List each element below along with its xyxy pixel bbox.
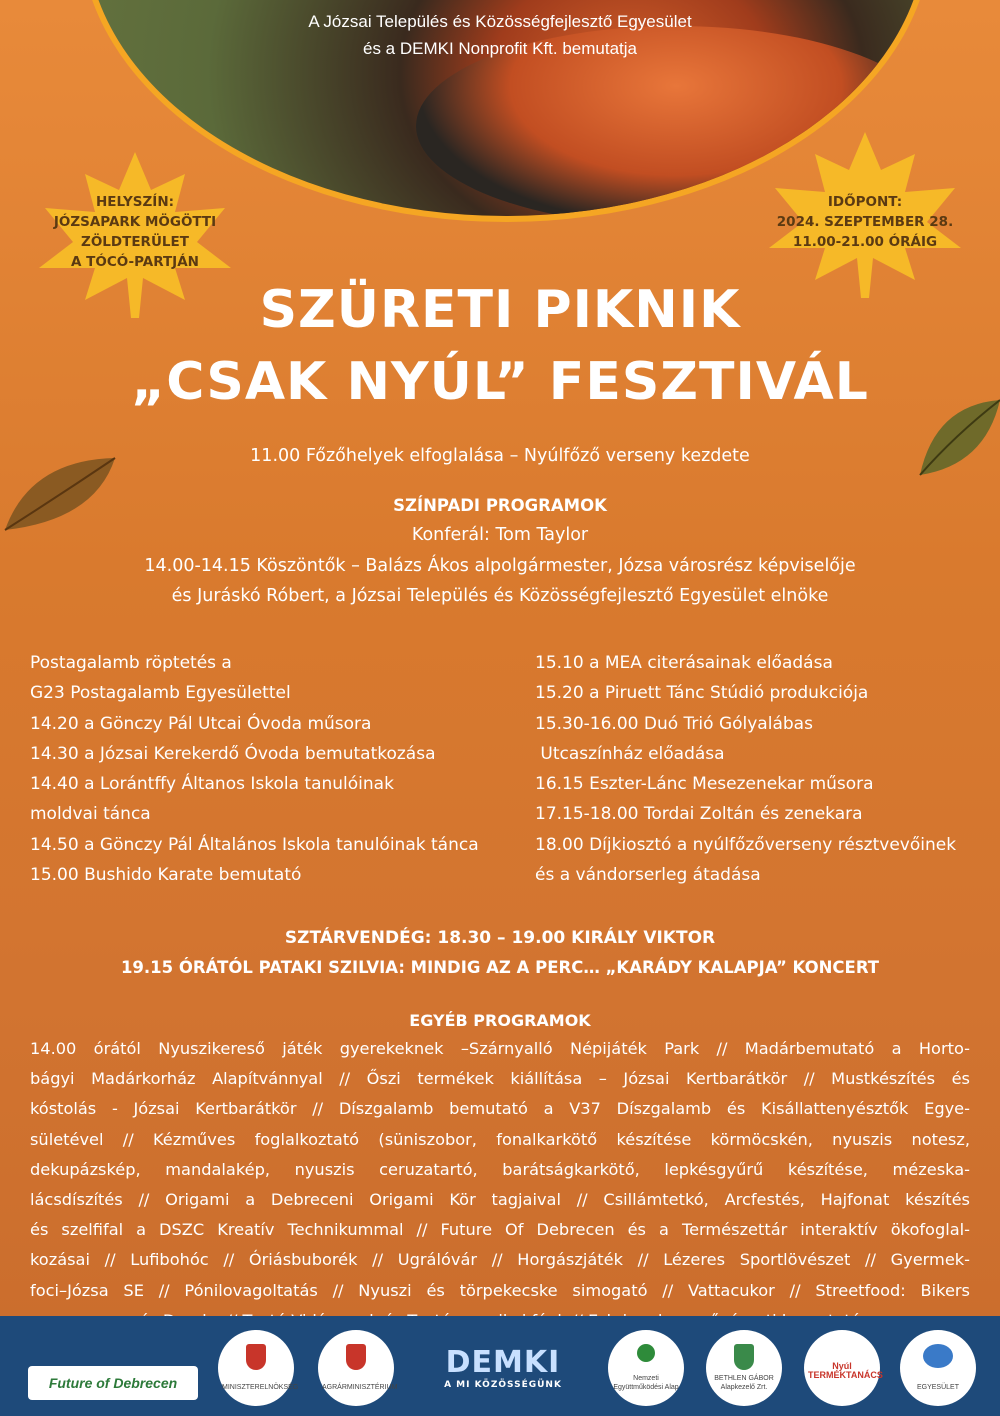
list-item: 14.20 a Gönczy Pál Utcai Óvoda műsora	[30, 713, 372, 734]
list-item: 17.15-18.00 Tordai Zoltán és zenekara	[535, 804, 863, 825]
host-line: Konferál: Tom Taylor	[411, 525, 589, 545]
nyul-termektanacs-logo: Nyúl TERMÉKTANÁCS	[804, 1330, 880, 1406]
list-item: 14.50 a Gönczy Pál Általános Iskola tanulóinak tánca	[30, 834, 479, 855]
list-item: és a vándorserleg átadása	[535, 865, 761, 886]
stage-heading: SZÍNPADI PROGRAMOK	[393, 496, 607, 515]
star-guest-line: SZTÁRVENDÉG: 18.30 – 19.00 KIRÁLY VIKTOR	[284, 928, 716, 948]
hands-icon	[923, 1344, 953, 1368]
list-item: G23 Postagalamb Egyesülettel	[30, 683, 291, 704]
list-item: 15.00 Bushido Karate bemutató	[30, 865, 302, 886]
egyesulet-logo: EGYESÜLET	[900, 1330, 976, 1406]
other-heading: EGYÉB PROGRAMOK	[409, 1011, 591, 1030]
location-leaf: HELYSZÍN: JÓZSAPARK MÖGÖTTI ZÖLDTERÜLET A TÓCÓ-PARTJÁN	[35, 150, 235, 320]
list-item: 14.40 a Lorántffy Áltanos Iskola tanulóinak	[30, 774, 394, 795]
concert-line: 19.15 ÓRÁTÓL PATAKI SZILVIA: MINDIG AZ A PERC… „KARÁDY KALAPJA” KONCERT	[120, 958, 880, 977]
ministry-logo: MINISZTERELNÖKSÉG	[218, 1330, 294, 1406]
presenter-text: A Józsai Település és Közösségfejlesztő Egyesület és a DEMKI Nonprofit Kft. bemutatja	[308, 12, 692, 58]
demki-logo: DEMKI A MI KÖZÖSSÉGÜNK	[444, 1345, 562, 1390]
list-item: 14.30 a Józsai Kerekerdő Óvoda bemutatkozása	[30, 743, 436, 764]
shield-icon	[734, 1344, 754, 1370]
list-item: Utcaszínház előadása	[535, 743, 725, 764]
agriculture-ministry-logo: AGRÁRMINISZTÉRIUM	[318, 1330, 394, 1406]
coat-of-arms-icon	[346, 1344, 366, 1370]
list-item: moldvai tánca	[30, 804, 151, 825]
list-item: Postagalamb röptetés a	[30, 653, 232, 673]
bethlen-gabor-logo: BETHLEN GÁBOR Alapkezelő Zrt.	[706, 1330, 782, 1406]
list-item: 15.20 a Piruett Tánc Stúdió produkciója	[535, 683, 869, 704]
nea-logo: Nemzeti Együttműködési Alap	[608, 1330, 684, 1406]
nea-icon	[637, 1344, 655, 1362]
other-programs-text: 14.00 órától Nyuszikereső játék gyerekeknek –Szárnyalló Népijáték Park // Madárbemutató a Horto- bágyi Madárkorház Alapítvánnyal // Őszi termékek kiállítása – Józsai Kertbarátkör // Mustkészítés és kóstolás - Józsai Kertbarátkör // Díszgalamb bemutató a V37 Díszgalamb és Kisállattenyésztők Egye- sületével // Kézműves foglalkoztató (süniszobor, fonalkarkötő készítése körmöcskén, nyuszis notesz, dekupázskép, mandalakép, nyuszis ceruzatartó, barátságkarkötő, lepkésgyűrű készítése, mézeska- lácsdíszítés // Origami a Debreceni Origami Kör tagjaival // Csillámtetkó, Arcfestés, Hajfonat készítés és szelfifal a DSZC Kreatív Technikummal // Future Of Debrecen és a Természettár interaktív ökofoglal- kozásai // Lufibohóc // Óriásbuborék // Ugrálóvár // Horgászjáték // Lézeres Sportlövészet // Gyermek- foci–Józsa SE // Pónilovagoltatás // Nyuszi és törpekecske simogató // Vattacukor // Streetfood: Bikers	[30, 1039, 970, 1300]
intro-line: 11.00 Főzőhelyek elfoglalása – Nyúlfőző verseny kezdete	[250, 446, 750, 466]
page-subtitle: „CSAK NYÚL” FESZTIVÁL	[131, 352, 869, 412]
coat-of-arms-icon	[246, 1344, 266, 1370]
time-leaf: IDŐPONT: 2024. SZEPTEMBER 28. 11.00-21.00 ÓRÁIG	[760, 130, 970, 300]
list-item: 15.30-16.00 Duó Trió Gólyalábas	[535, 713, 813, 734]
list-item: 16.15 Eszter-Lánc Mesezenekar műsora	[535, 774, 874, 795]
greeting-line-1: 14.00-14.15 Köszöntők – Balázs Ákos alpolgármester, Józsa városrész képviselője	[144, 556, 856, 576]
greeting-line-2: és Juráskó Róbert, a Józsai Település és Közösségfejlesztő Egyesület elnöke	[171, 586, 829, 606]
program-list-right	[535, 648, 956, 890]
list-item: 18.00 Díjkiosztó a nyúlfőzőverseny résztvevőinek	[535, 834, 957, 855]
list-item: 15.10 a MEA citerásainak előadása	[535, 653, 833, 673]
program-list-left	[30, 648, 479, 890]
page-title: SZÜRETI PIKNIK	[259, 280, 741, 340]
future-of-debrecen-logo: Future of Debrecen	[28, 1366, 198, 1400]
